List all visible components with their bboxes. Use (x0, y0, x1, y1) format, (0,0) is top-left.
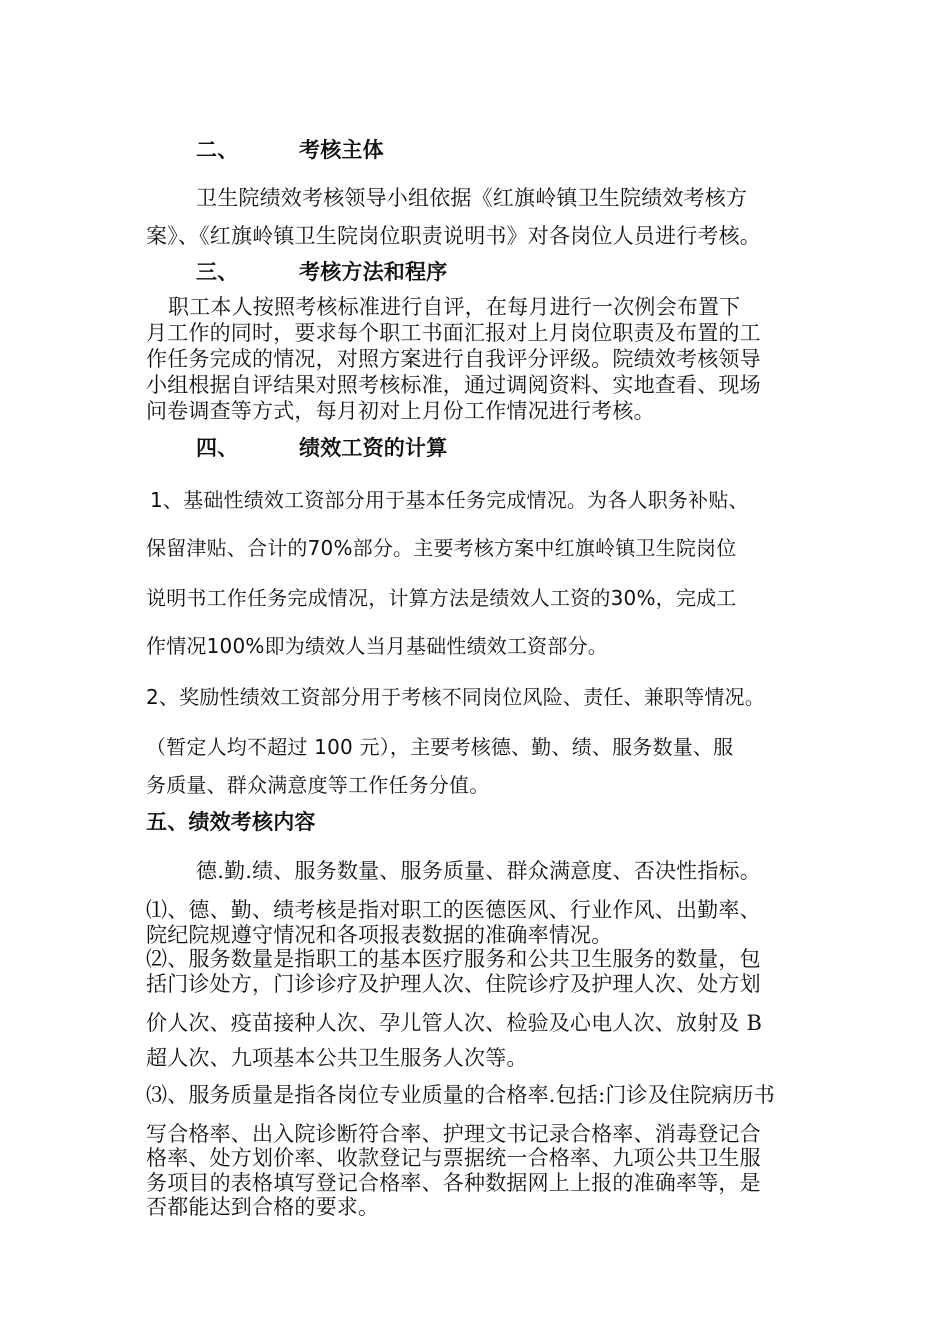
paragraph-line: 超人次、九项基本公共卫生服务人次等。 (146, 1046, 528, 1070)
paragraph-line: 1、基础性绩效工资部分用于基本任务完成情况。为各人职务补贴、 (150, 488, 749, 512)
paragraph-line: （暂定人均不超过 100 元），主要考核德、勤、绩、服务数量、服 (146, 735, 734, 759)
paragraph-line: 说明书工作任务完成情况，计算方法是绩效人工资的30%，完成工 (146, 586, 737, 610)
paragraph-line: 格率、处方划价率、收款登记与票据统一合格率、九项公共卫生服 (146, 1146, 761, 1170)
paragraph-line: 保留津贴、合计的70%部分。主要考核方案中红旗岭镇卫生院岗位 (146, 536, 737, 560)
paragraph-line: 德.勤.绩、服务数量、服务质量、群众满意度、否决性指标。 (196, 859, 761, 883)
paragraph-line: 月工作的同时，要求每个职工书面汇报对上月岗位职责及布置的工 (146, 321, 761, 345)
paragraph-line: 小组根据自评结果对照考核标准，通过调阅资料、实地查看、现场 (146, 373, 761, 397)
paragraph-line: 写合格率、出入院诊断符合率、护理文书记录合格率、消毒登记合 (146, 1122, 761, 1146)
section-title: 绩效工资的计算 (299, 436, 448, 460)
section-title: 考核主体 (299, 138, 384, 162)
paragraph-line: 务项目的表格填写登记合格率、各种数据网上上报的准确率等，是 (146, 1171, 761, 1195)
section-title: 五、绩效考核内容 (146, 810, 316, 834)
paragraph-line: ⑴、德、勤、绩考核是指对职工的医德医风、行业作风、出勤率、 (146, 898, 761, 922)
paragraph-line: 作情况100%即为绩效人当月基础性绩效工资部分。 (146, 634, 608, 658)
section-title: 考核方法和程序 (299, 260, 448, 284)
section-number: 四、 (196, 436, 239, 460)
paragraph-line: 作任务完成的情况，对照方案进行自我评分评级。院绩效考核领导 (146, 347, 761, 371)
paragraph-line: 2、奖励性绩效工资部分用于考核不同岗位风险、责任、兼职等情况。 (146, 685, 765, 709)
paragraph-line: 括门诊处方，门诊诊疗及护理人次、住院诊疗及护理人次、处方划 (146, 972, 761, 996)
paragraph-line: 务质量、群众满意度等工作任务分值。 (146, 773, 490, 797)
paragraph-line: 否都能达到合格的要求。 (146, 1195, 380, 1219)
section-number: 三、 (196, 260, 239, 284)
paragraph-line: 卫生院绩效考核领导小组依据《红旗岭镇卫生院绩效考核方 (196, 186, 748, 210)
section-heading (146, 809, 836, 836)
paragraph-line: ⑵、服务数量是指职工的基本医疗服务和公共卫生服务的数量，包 (146, 947, 761, 971)
paragraph-line: 问卷调查等方式，每月初对上月份工作情况进行考核。 (146, 399, 655, 423)
paragraph-line: ⑶、服务质量是指各岗位专业质量的合格率.包括:门诊及住院病历书 (146, 1083, 775, 1107)
paragraph-line: 院纪院规遵守情况和各项报表数据的准确率情况。 (146, 923, 613, 947)
paragraph-line: 案》、《红旗岭镇卫生院岗位职责说明书》对各岗位人员进行考核。 (146, 224, 761, 248)
paragraph-line: 职工本人按照考核标准进行自评，在每月进行一次例会布置下 (168, 295, 741, 319)
paragraph-line: 价人次、疫苗接种人次、孕儿管人次、检验及心电人次、放射及 B (146, 1011, 763, 1035)
section-number: 二、 (196, 138, 239, 162)
